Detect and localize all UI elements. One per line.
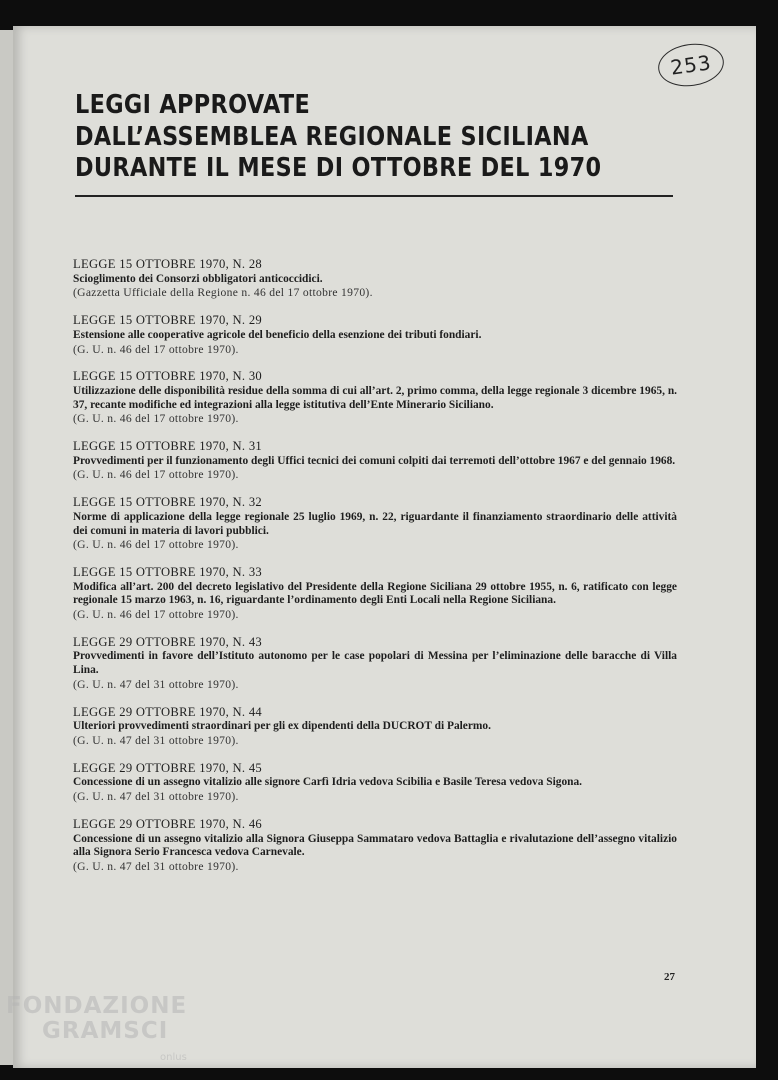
- law-source: (G. U. n. 46 del 17 ottobre 1970).: [73, 412, 239, 426]
- law-source: (G. U. n. 47 del 31 ottobre 1970).: [73, 859, 239, 873]
- page-number: 27: [664, 971, 675, 983]
- title-divider: [75, 195, 673, 197]
- law-heading: LEGGE 15 OTTOBRE 1970, N. 29: [73, 313, 263, 328]
- law-entry: [73, 566, 677, 622]
- law-entry: [73, 818, 677, 874]
- law-list: [73, 258, 677, 888]
- law-entry: [73, 258, 677, 300]
- watermark-onlus: onlus: [160, 1052, 187, 1063]
- page-title: [75, 90, 608, 185]
- law-description: Provvedimenti per il funzionamento degli Uffici tecnici dei comuni colpiti dai terremoti dell’ottobre 1967 e del gennaio 1968.: [73, 454, 676, 467]
- watermark-logo: [6, 994, 187, 1044]
- law-description: Modifica all’art. 200 del decreto legislativo del Presidente della Regione Siciliana 29 ottobre 1955, n. 6, ratificato con legge regionale 15 marzo 1963, n. 16, riguardante l’ordinamento degli Enti Locali nella Regione Siciliana.: [73, 580, 677, 607]
- law-source: (Gazzetta Ufficiale della Regione n. 46 del 17 ottobre 1970).: [73, 286, 373, 300]
- law-heading: LEGGE 15 OTTOBRE 1970, N. 28: [73, 257, 263, 271]
- law-heading: LEGGE 29 OTTOBRE 1970, N. 46: [73, 816, 263, 831]
- title-line: LEGGI APPROVATE: [75, 90, 311, 120]
- law-source: (G. U. n. 46 del 17 ottobre 1970).: [73, 342, 239, 356]
- law-source: (G. U. n. 46 del 17 ottobre 1970).: [73, 608, 239, 622]
- law-heading: LEGGE 15 OTTOBRE 1970, N. 31: [73, 439, 263, 454]
- title-line: DALL’ASSEMBLEA REGIONALE SICILIANA: [75, 121, 589, 152]
- law-entry: [73, 314, 677, 356]
- law-entry: [73, 440, 677, 482]
- law-description: Concessione di un assegno vitalizio alla Signora Giuseppa Sammataro vedova Battaglia e rivalutazione dell’assegno vitalizio alla Signora Serio Francesca vedova Carnevale.: [73, 832, 677, 859]
- page-stamp: 253: [655, 40, 726, 91]
- law-heading: LEGGE 15 OTTOBRE 1970, N. 33: [73, 564, 263, 579]
- law-source: (G. U. n. 47 del 31 ottobre 1970).: [73, 790, 239, 804]
- law-heading: LEGGE 29 OTTOBRE 1970, N. 43: [73, 634, 263, 649]
- law-description: Estensione alle cooperative agricole del beneficio della esenzione dei tributi fondiari.: [73, 328, 482, 341]
- law-entry: [73, 496, 677, 552]
- law-heading: LEGGE 15 OTTOBRE 1970, N. 32: [73, 495, 263, 510]
- facing-page-edge: [0, 30, 14, 1065]
- law-entry: [73, 762, 677, 804]
- law-description: Concessione di un assegno vitalizio alle signore Carfì Idria vedova Scibilia e Basile Teresa vedova Sigona.: [73, 776, 583, 789]
- law-heading: LEGGE 15 OTTOBRE 1970, N. 30: [73, 369, 263, 384]
- law-description: Norme di applicazione della legge regionale 25 luglio 1969, n. 22, riguardante il finanziamento straordinario delle attività dei comuni in materia di lavori pubblici.: [73, 510, 677, 537]
- watermark-line: GRAMSCI: [42, 1018, 169, 1044]
- law-source: (G. U. n. 47 del 31 ottobre 1970).: [73, 677, 239, 691]
- law-source: (G. U. n. 46 del 17 ottobre 1970).: [73, 468, 239, 482]
- law-heading: LEGGE 29 OTTOBRE 1970, N. 44: [73, 704, 263, 719]
- law-description: Provvedimenti in favore dell’Istituto autonomo per le case popolari di Messina per l’eliminazione delle baracche di Villa Lina.: [73, 650, 677, 677]
- law-description: Utilizzazione delle disponibilità residue della somma di cui all’art. 2, primo comma, della legge regionale 3 dicembre 1965, n. 37, recante modifiche ed integrazioni alla legge istitutiva dell’Ente Minerario Siciliano.: [73, 384, 677, 411]
- law-entry: [73, 636, 677, 692]
- watermark-line: FONDAZIONE: [6, 993, 188, 1019]
- law-heading: LEGGE 29 OTTOBRE 1970, N. 45: [73, 760, 263, 775]
- law-source: (G. U. n. 46 del 17 ottobre 1970).: [73, 538, 239, 552]
- law-entry: [73, 370, 677, 426]
- law-source: (G. U. n. 47 del 31 ottobre 1970).: [73, 733, 239, 747]
- law-description: Ulteriori provvedimenti straordinari per gli ex dipendenti della DUCROT di Palermo.: [73, 720, 491, 733]
- law-description: Scioglimento dei Consorzi obbligatori anticoccidici.: [73, 272, 323, 285]
- title-line: DURANTE IL MESE DI OTTOBRE DEL 1970: [75, 153, 602, 183]
- law-entry: [73, 706, 677, 748]
